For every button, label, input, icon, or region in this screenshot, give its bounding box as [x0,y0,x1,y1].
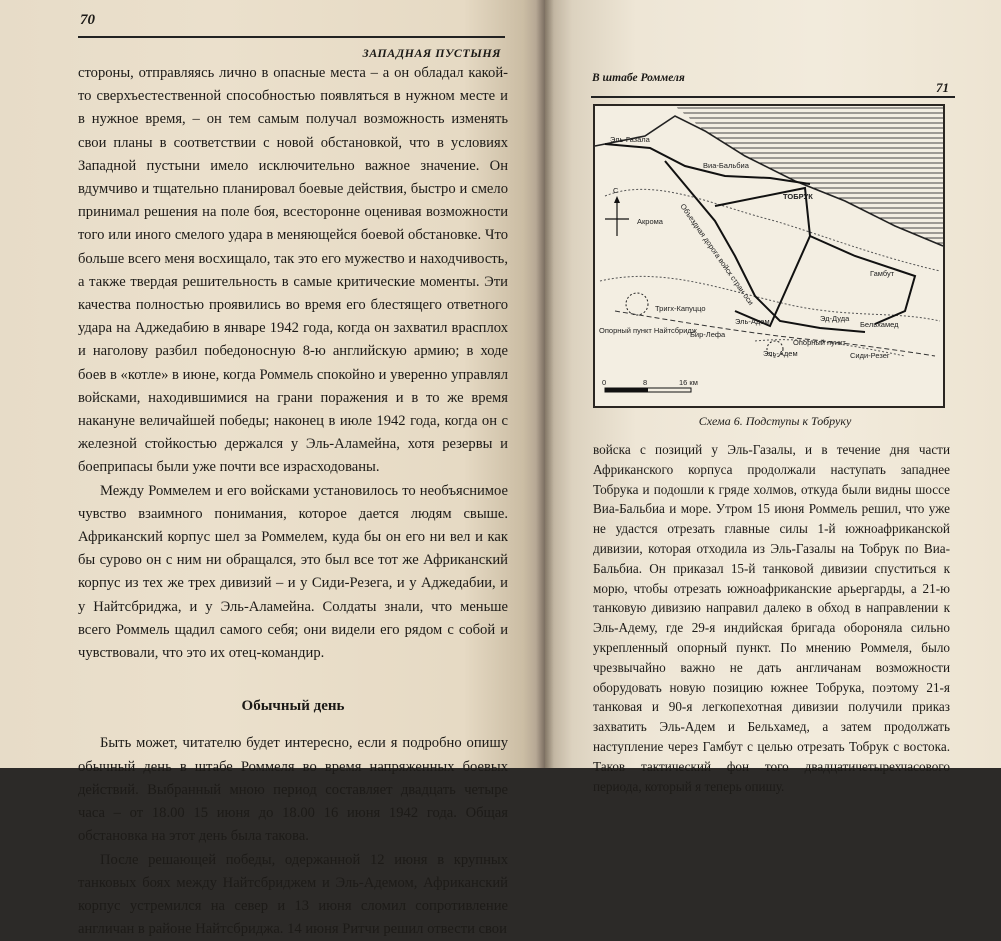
map-figure [593,104,945,408]
map-drawing [595,106,943,406]
label-via-balbia: Виа-Бальбиа [703,161,750,170]
page-number-right: 71 [936,80,949,96]
book-spine-shadow [536,0,554,768]
header-rule-left [78,36,505,38]
paragraph: После решающей победы, одержанной 12 июня в крупных танковых боях между Найтсбриджем и Эль-Адемом, Африканский корпус устремился на север и 13 июня сломил сопротивление англичан в районе Найтсбриджа. 14 июня Ритчи решил отвести свои [78,849,508,941]
section-title: Обычный день [78,695,508,718]
label-sidi-rezegh: Сиди-Резег [850,351,890,360]
running-head-right: В штабе Роммеля [592,72,685,84]
left-page [0,0,545,768]
map-caption: Схема 6. Подступы к Тобруку [605,414,945,429]
label-north: С [613,186,619,195]
running-head-left: ЗАПАДНАЯ ПУСТЫНЯ [363,46,501,61]
paragraph: Быть может, читателю будет интересно, если я подробно опишу обычный день в штабе Роммеля во время напряженных боевых действий. Выбранный мною период составляет двадцать четыре часа – от 18.00 15 июня до 18.00 16 июня 1942 года. Общая обстановка на этот день была такова. [78,732,508,848]
label-ed-duda: Эд-Дуда [820,314,850,323]
label-belhamed: Бельхамед [860,320,899,329]
paragraph: стороны, отправляясь лично в опасные места – а он обладал какой-то сверхъестественной способностью появляться в нужном месте и в нужное время, – он тем самым получал возможность изменять свои планы в соответствии с новой обстановкой, что в условиях Западной пустыни имело исключительно важное значение. Он вдумчиво и тщательно планировал боевые действия, быстро и смело принимал решения на поле боя, всесторонне оценивая возможности того или иного смелого удара в меняющейся боевой обстановке. Что больше всего меня восхищало, так это его мужество и находчивость, а также твердая решительность в самые критические моменты. Эти качества полностью проявились во время его блестящего ответного удара на Аджедабию в январе 1942 года, когда он захватил врасплох и наголову разбил победоносную 8-ю английскую армию; в ходе боев в «котле» в июне, когда Роммель спокойно и уверенно управлял войсками, находившимися на грани поражения и в то же время накануне величайшей победы; наконец в июле 1942 года, когда он с железной стойкостью держался у Эль-Аламейна, хотя резервы и боеприпасы были уже почти все израсходованы. [78,62,508,480]
escarpment-line [600,276,940,321]
label-trigh-capuzzo: Тригх-Капуццо [655,304,706,313]
label-scale-8: 8 [643,378,647,387]
label-strongpoint: Опорный пункт [793,338,846,347]
knightsbridge-circle [626,293,648,315]
label-tobruk: ТОБРУК [783,192,813,201]
right-body-text [593,440,950,796]
label-el-adem-2: Эль-Адем [763,349,798,358]
tobruk-perimeter [715,188,810,326]
paragraph: войска с позиций у Эль-Газалы, и в течение дня части Африканского корпуса продолжали наступать западнее Тобрука и подошли к гряде холмов, откуда были видны шоссе Виа-Бальбиа и море. Утром 15 июня Роммель решил, что уже не удастся отрезать главные силы 1-й южноафриканской дивизии, которая отходила из Эль-Газалы на Тобрук по Виа-Бальбиа. Он приказал 15-й танковой дивизии спуститься к морю, чтобы отрезать южноафриканские арьергарды, а 21-ю танковую дивизию направил далеко в обход в направлении к Эль-Адему, где 29-я индийская бригада обороняла сильно укрепленный опорный пункт. По мнению Роммеля, было чрезвычайно важно не дать англичанам возможности оборудовать новую позицию южнее Тобрука, поэтому 21-я танковая и 90-я легкопехотная дивизии получили приказ захватить Эль-Адем и Бельхамед, а затем продолжать наступление через Гамбут с целью отрезать Тобрук с востока. Таков тактический фон того двадцатичетырехчасового периода, который я теперь опишу. [593,440,950,796]
label-scale-16: 16 км [679,378,698,387]
paragraph: Между Роммелем и его войсками установилось то необъяснимое чувство взаимного понимания, которое дается людям свыше. Африканский корпус шел за Роммелем, куда бы он его ни вел и как бы сурово он с ним ни обращался, это был все тот же Африканский корпус из тех же трех дивизий – и у Сиди-Резега, и у Аджедабии, и у Найтсбриджа, и у Эль-Аламейна. Солдаты знали, что меньше всего Роммель щадил самого себя; они видели его рядом с собой и чувствовали, что это их отец-командир. [78,480,508,666]
right-page [545,0,1001,768]
label-el-adem: Эль-Адем [735,317,770,326]
label-el-gazala: Эль-Газала [610,135,651,144]
header-rule-right [591,96,955,98]
label-acroma: Акрома [637,217,664,226]
label-gambut: Гамбут [870,269,895,278]
label-bypass-road: Объездная дорога войск стран оси [678,202,755,307]
label-bir-lefa: Бир-Лефа [690,330,726,339]
page-number-left: 70 [80,12,95,29]
label-strongpoint-knightsbridge: Опорный пункт Найтсбридж [599,326,697,335]
label-scale-0: 0 [602,378,606,387]
left-body-text [78,62,508,941]
